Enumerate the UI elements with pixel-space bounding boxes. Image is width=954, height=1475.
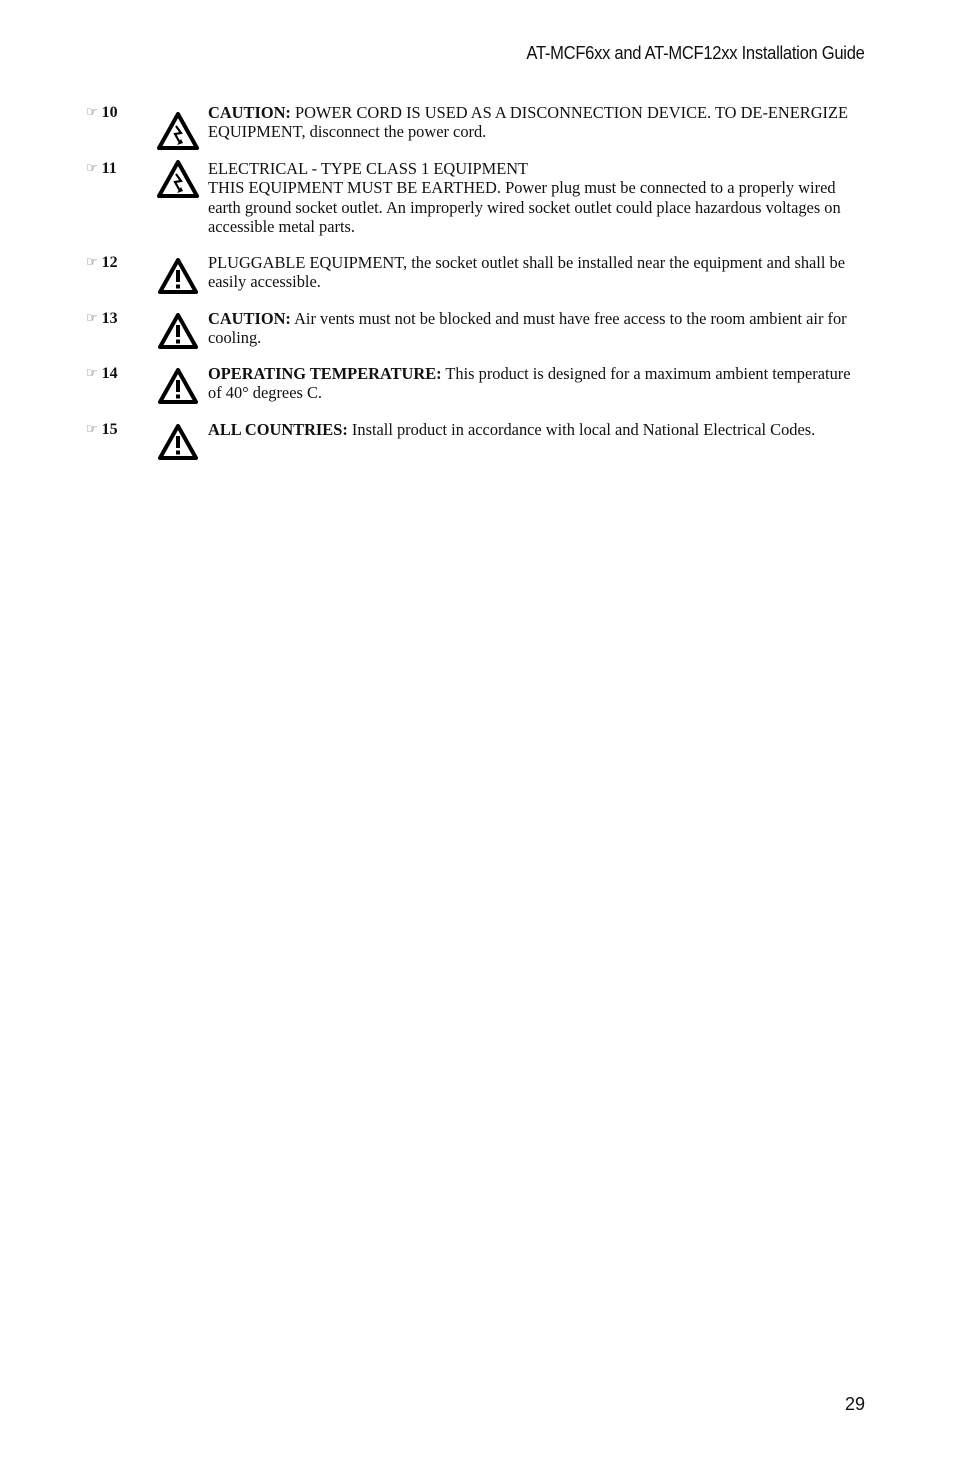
notice-label: OPERATING TEMPERATURE: [208,364,442,383]
pointing-hand-icon: ☞ [86,255,98,270]
warning-icon [148,420,208,460]
running-header: AT-MCF6xx and AT-MCF12xx Installation Guide [526,43,865,63]
notice-text: POWER CORD IS USED AS A DISCONNECTION DEVICE. TO DE-ENERGIZE EQUIPMENT, disconnect the power cord. [208,103,849,142]
pointing-hand-icon: ☞ [86,311,98,326]
electrical-hazard-icon [148,159,208,236]
notice-label: ALL COUNTRIES: [208,420,348,439]
safety-notice-13 [86,309,866,349]
notice-number: 13 [101,310,118,327]
notice-number: 11 [101,160,117,177]
page-number: 29 [844,1394,865,1414]
safety-notice-15 [86,420,866,460]
pointing-hand-icon: ☞ [86,105,98,120]
safety-notice-10 [86,103,866,150]
notice-label: CAUTION: [208,103,291,122]
safety-notice-12 [86,253,866,294]
notice-text: ELECTRICAL - TYPE CLASS 1 EQUIPMENT [208,159,529,178]
notice-text: Install product in accordance with local and National Electrical Codes. [347,420,816,439]
notice-label: CAUTION: [208,309,291,328]
notice-number: 15 [101,421,118,438]
warning-icon [148,253,208,294]
notice-text: PLUGGABLE EQUIPMENT, the socket outlet shall be installed near the equipment and shall be easily accessible. [208,253,845,292]
warning-icon [148,364,208,404]
safety-notice-11 [86,159,866,236]
notice-text: THIS EQUIPMENT MUST BE EARTHED. Power plug must be connected to a properly wired earth ground socket outlet. An improperly wired socket outlet could place hazardous voltages on accessible metal parts. [208,178,841,236]
notice-number: 10 [101,104,118,121]
pointing-hand-icon: ☞ [86,161,98,176]
notice-text: Air vents must not be blocked and must have free access to the room ambient air for cooling. [208,309,847,348]
notice-number: 12 [101,254,118,271]
safety-notice-14 [86,364,866,404]
electrical-hazard-icon [148,103,208,150]
warning-icon [148,309,208,349]
pointing-hand-icon: ☞ [86,422,98,437]
notice-text: This product is designed for a maximum ambient temperature of 40° degrees C. [208,364,851,403]
notice-number: 14 [101,365,118,382]
pointing-hand-icon: ☞ [86,366,98,381]
